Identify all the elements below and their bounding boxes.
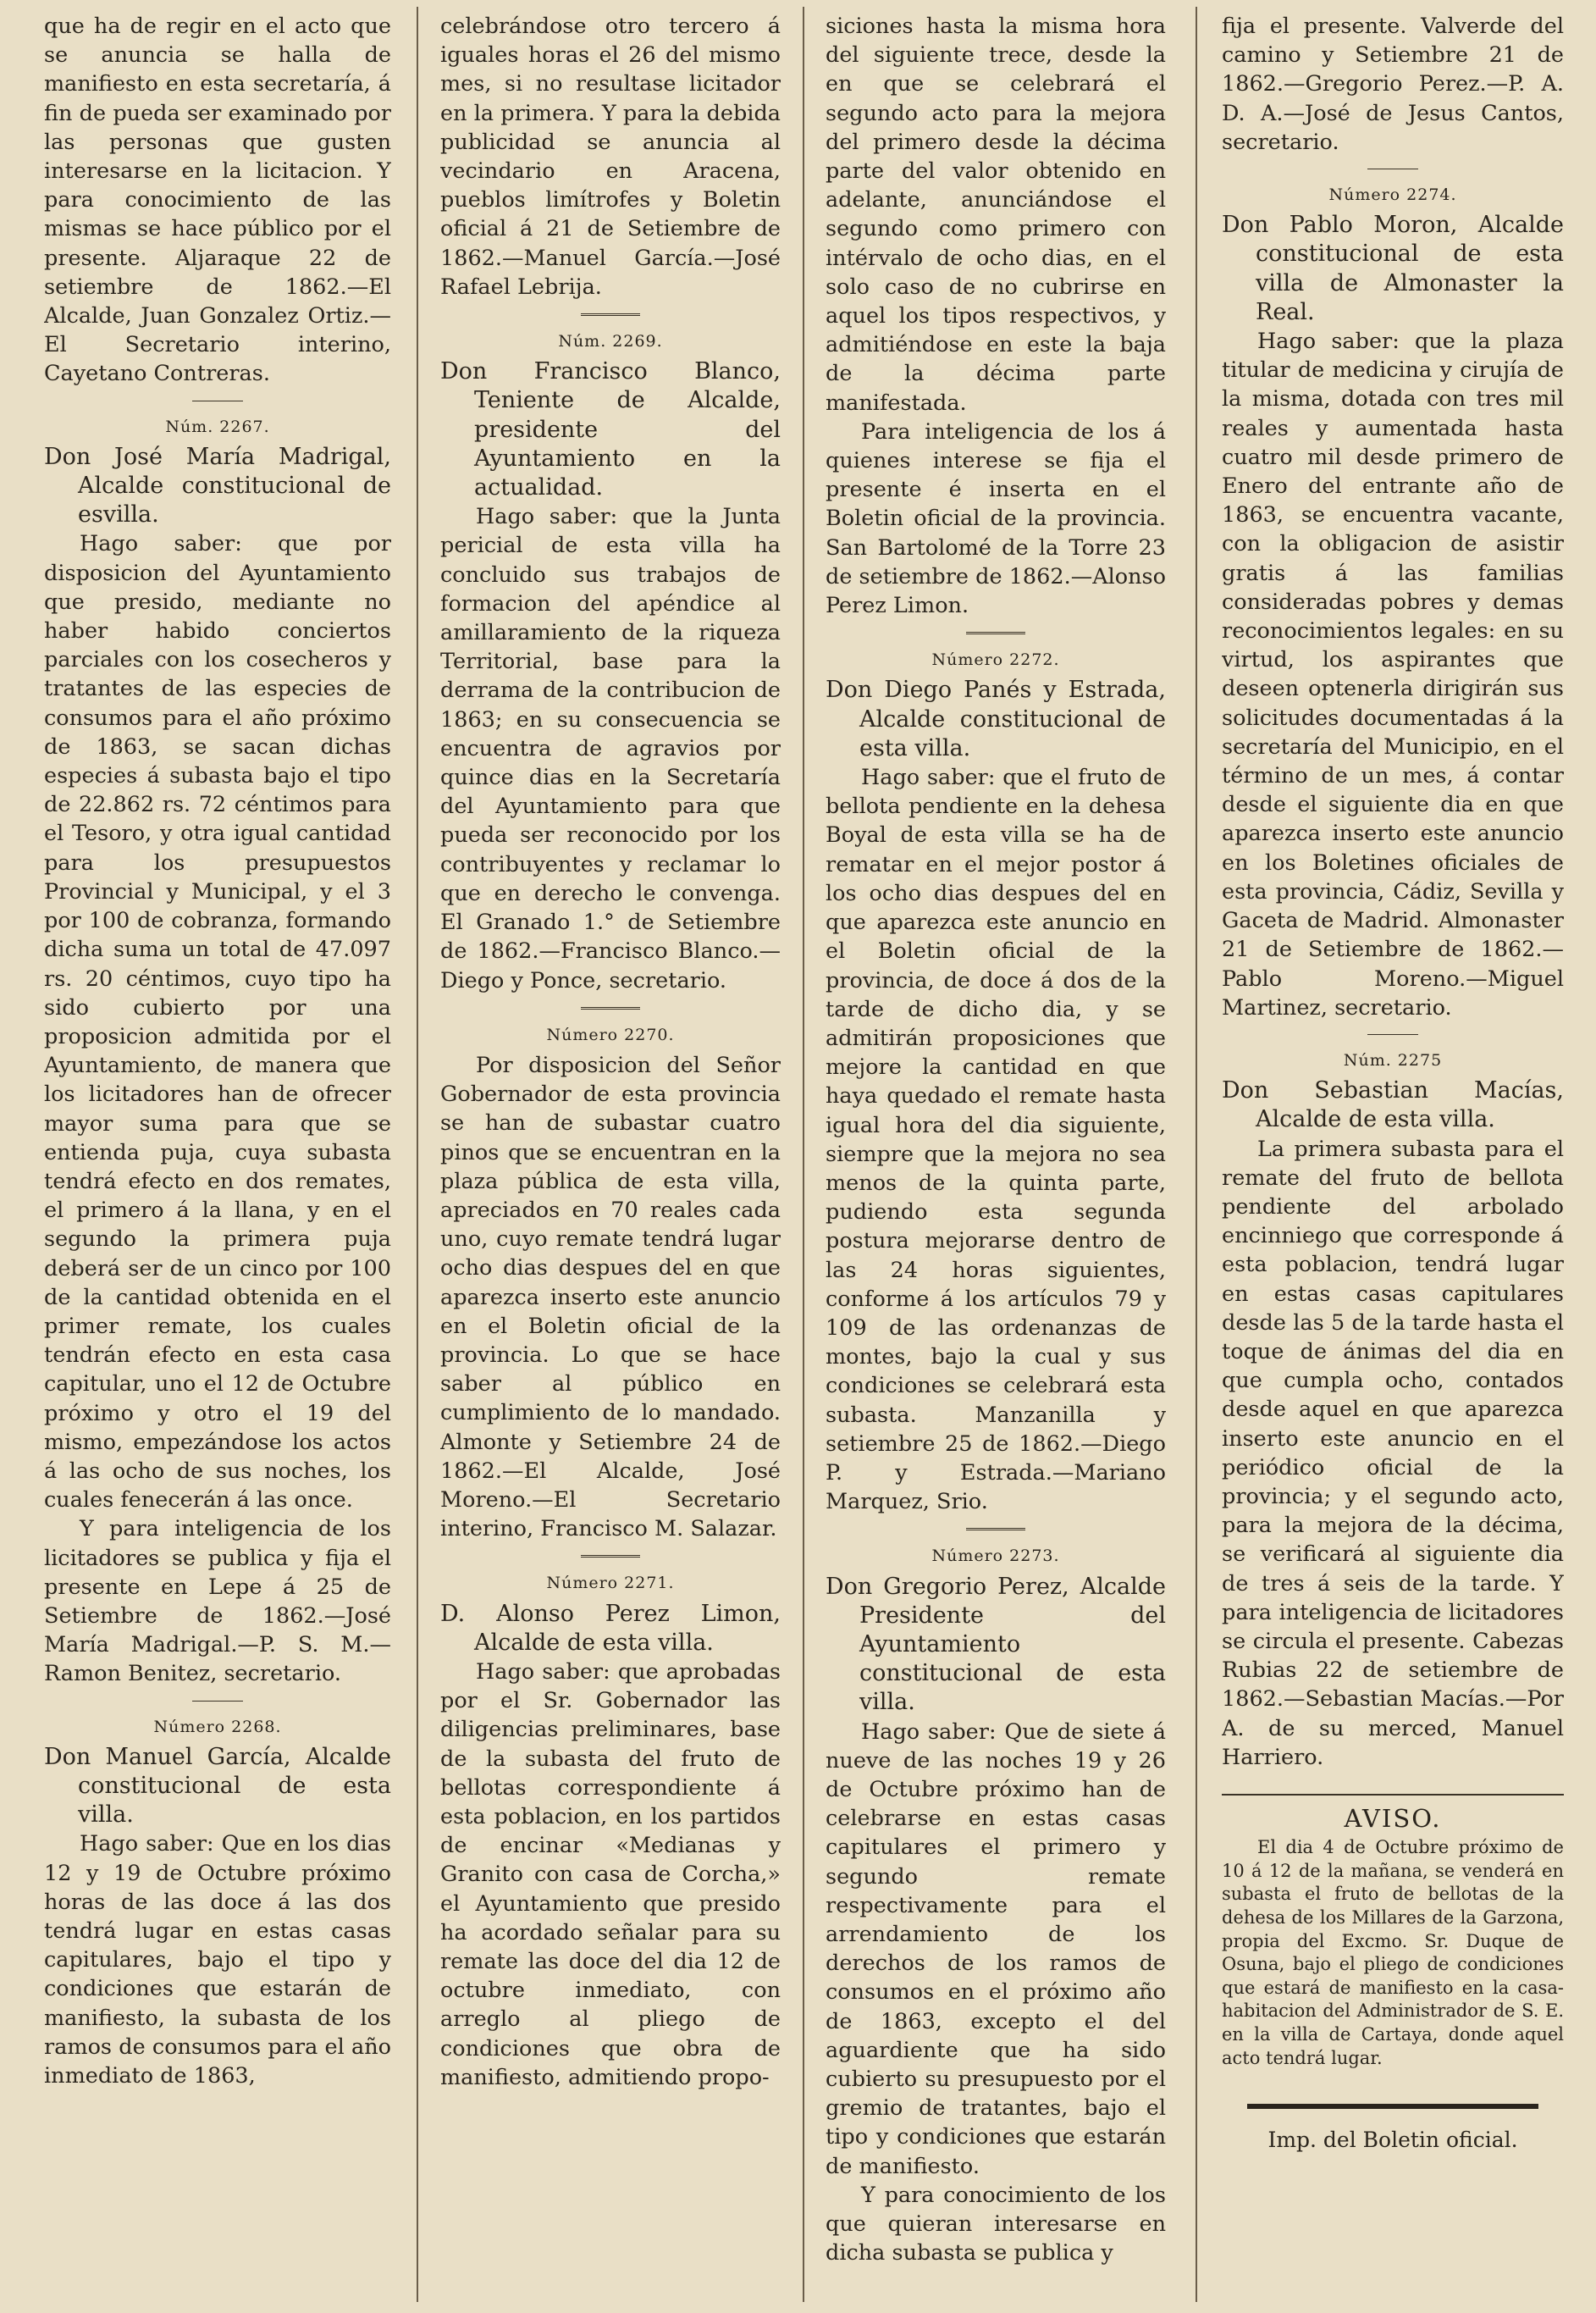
separator — [966, 632, 1025, 637]
paragraph: Hago saber: que la plaza titular de medicina y cirujía de la misma, dotada con tres mil reales y aumentada hasta cuatro mil desde primero de Enero del entrante año de 1863, se encuentra vacante, con la obligacion de asistir gratis á las familias consideradas pobres y demas reconocimientos legales: en su virtud, los aspirantes que deseen optenerla dirigirán sus solicitudes documentadas á la secretaría del Municipio, en el término de un mes, á contar desde el siguiente dia en que aparezca inserto este anuncio en los Boletines oficiales de esta provincia, Cádiz, Sevilla y Gaceta de Madrid. Almonaster 21 de Setiembre de 1862.—Pablo Moreno.—Miguel Martinez, secretario. — [1222, 329, 1564, 1021]
separator — [1247, 2104, 1538, 2109]
paragraph: La primera subasta para el remate del fruto de bellota pendiente del arbolado encinniego que corresponde á esta poblacion, tendrá lugar en estas casas capitulares desde las 5 de la tarde hasta el toque de ánimas del dia en que cumpla ocho, contados desde aquel en que aparezca inserto este anuncio en el periódico oficial de la provincia; y el segundo acto, para la mejora de la décima, se verificará al siguiente dia de tres á seis de la tarde. Y para inteligencia de licitadores se circula el presente. Cabezas Rubias 22 de setiembre de 1862.—Sebastian Macías.—Por A. de su merced, Manuel Harriero. — [1222, 1136, 1564, 1770]
notice-heading: Don Gregorio Perez, Alcalde Presidente del Ayuntamiento constitucional de esta villa. — [826, 1573, 1166, 1716]
notice-heading: Don Pablo Moron, Alcalde constitucional de esta villa de Almonaster la Real. — [1222, 212, 1564, 325]
paragraph: Hago saber: Que en los dias 12 y 19 de Octubre próximo horas de las doce á las dos tendrá lugar en estas casas capitulares, bajo el tipo y condiciones que estarán de manifiesto, la subasta de los ramos de consumos para el año inmediato de 1863, — [44, 1831, 391, 2089]
separator — [581, 1555, 640, 1560]
aviso-box — [1222, 1794, 1564, 2070]
paragraph: Y para inteligencia de los licitadores se publica y fija el presente en Lepe á 25 de Setiembre de 1862.—José María Madrigal.—P. S. M.—Ramon Benitez, secretario. — [44, 1516, 391, 1687]
separator — [1367, 169, 1418, 172]
column-2 — [440, 12, 781, 2299]
column-divider — [1196, 7, 1197, 2302]
paragraph: Hago saber: que la Junta pericial de esta villa ha concluido sus trabajos de formacion del apéndice al amillaramiento de la riqueza Territorial, base para la derrama de la contribucion de 1863; en su consecuencia se encuentra de agravios por quince dias en la Secretaría del Ayuntamiento para que pueda ser reconocido por los contribuyentes y reclamar lo que en derecho le convenga. El Granado 1.° de Setiembre de 1862.—Francisco Blanco.—Diego y Ponce, secretario. — [440, 504, 781, 993]
notice-heading: Don Manuel García, Alcalde constitucional de esta villa. — [44, 1743, 391, 1829]
column-divider — [417, 7, 418, 2302]
paragraph: fija el presente. Valverde del camino y Setiembre 21 de 1862.—Gregorio Perez.—P. A. D. A.—José de Jesus Cantos, secretario. — [1222, 14, 1564, 155]
notice-heading: Don Francisco Blanco, Teniente de Alcalde, presidente del Ayuntamiento en la actualidad. — [440, 358, 781, 501]
notice-number: Núm. 2275 — [1343, 1050, 1443, 1070]
notice-number: Núm. 2269. — [558, 332, 663, 351]
notice-heading: D. Alonso Perez Limon, Alcalde de esta villa. — [440, 1600, 781, 1656]
paragraph: Hago saber: Que de siete á nueve de las noches 19 y 26 de Octubre próximo han de celebrarse en estas casas capitulares el primero y segundo remate respectivamente para el arrendamiento de los derechos de los ramos de consumos en el próximo año de 1863, excepto el del aguardiente que ha sido cubierto su presupuesto por el gremio de tratantes, bajo el tipo y condiciones que estarán de manifiesto. — [826, 1718, 1166, 2179]
paragraph: siciones hasta la misma hora del siguiente trece, desde la en que se celebrará el segundo acto para la mejora del primero desde la décima parte del valor obtenido en adelante, anunciándose el segundo como primero con intérvalo de ocho dias, en el solo caso de no cubrirse en aquel los tipos respectivos, y admitiéndose en este la baja de la décima parte manifestada. — [826, 14, 1166, 416]
notice-number: Número 2274. — [1328, 185, 1457, 205]
column-1 — [44, 12, 391, 2299]
paragraph: Hago saber: que aprobadas por el Sr. Gobernador las diligencias preliminares, base de la subasta del fruto de bellotas correspondiente á esta poblacion, en los partidos de encinar «Medianas y Granito con casa de Corcha,» el Ayuntamiento que presido ha acordado señalar para su remate las doce del dia 12 de octubre inmediato, con arreglo al pliego de condiciones que obra de manifiesto, admitiendo propo- — [440, 1658, 781, 2090]
paragraph: Hago saber: que el fruto de bellota pendiente en la dehesa Boyal de esta villa se ha de rematar en el mejor postor á los ocho dias despues del en que aparezca este anuncio en el Boletin oficial de la provincia, de doce á dos de la tarde de dicho dia, y se admitirán proposiciones que mejore la cantidad en que haya quedado el remate hasta igual hora del dia siguiente, siempre que la mejora no sea menos de la quinta parte, pudiendo esta segunda postura mejorarse dentro de las 24 horas siguientes, conforme á los artículos 79 y 109 de las ordenanzas de montes, bajo la cual y sus condiciones se celebrará esta subasta. Manzanilla y setiembre 25 de 1862.—Diego P. y Estrada.—Mariano Marquez, Srio. — [826, 765, 1166, 1515]
notice-number: Número 2271. — [546, 1574, 675, 1593]
separator — [1367, 1034, 1418, 1038]
notice-heading: Don José María Madrigal, Alcalde constitucional de esvilla. — [44, 443, 391, 528]
paragraph: Para inteligencia de los á quienes interese se fija el presente é inserta en el Boletin oficial de la provincia. San Bartolomé de la Torre 23 de setiembre de 1862.—Alonso Perez Limon. — [826, 418, 1166, 619]
paragraph: Y para conocimiento de los que quieran interesarse en dicha subasta se publica y — [826, 2182, 1166, 2266]
notice-number: Número 2273. — [931, 1547, 1060, 1566]
separator — [581, 313, 640, 318]
notice-number: Número 2268. — [153, 1717, 282, 1736]
paragraph: Hago saber: que por disposicion del Ayuntamiento que presido, mediante no haber habido conciertos parciales con los cosecheros y tratantes de las especies de consumos para el año próximo de 1863, se sacan dichas especies á subasta bajo el tipo de 22.862 rs. 72 céntimos para el Tesoro, y otra igual cantidad para los presupuestos Provincial y Municipal, y el 3 por 100 de cobranza, formando dicha suma un total de 47.097 rs. 20 céntimos, cuyo tipo ha sido cubierto por una proposicion admitida por el Ayuntamiento, de manera que los licitadores han de ofrecer mayor suma para que se entienda puja, cuya subasta tendrá efecto en dos remates, el primero á la llana, y en el segundo la primera puja deberá ser de un cinco por 100 de la cantidad obtenida en el primer remate, los cuales tendrán efecto en esta casa capitular, uno el 12 de Octubre próximo y otro el 19 del mismo, empezándose los actos á las ocho de sus noches, los cuales fenecerán á las once. — [44, 531, 391, 1513]
separator — [192, 1701, 243, 1704]
notice-heading: Don Sebastian Macías, Alcalde de esta villa. — [1222, 1077, 1564, 1133]
aviso-title: AVISO. — [1344, 1803, 1442, 1833]
paragraph: Por disposicion del Señor Gobernador de esta provincia se han de subastar cuatro pinos que se encuentran en la plaza pública de esta villa, apreciados en 70 reales cada uno, cuyo remate tendrá lugar ocho dias despues del en que aparezca inserto este anuncio en el Boletin oficial de la provincia. Lo que se hace saber al público en cumplimiento de lo mandado. Almonte y Setiembre 24 de 1862.—El Alcalde, José Moreno.—El Secretario interino, Francisco M. Salazar. — [440, 1052, 781, 1542]
notice-number: Núm. 2267. — [165, 417, 270, 436]
separator — [1222, 1794, 1564, 1796]
column-divider — [803, 7, 804, 2302]
separator — [192, 401, 243, 404]
column-4 — [1222, 12, 1564, 2299]
notice-heading: Don Diego Panés y Estrada, Alcalde constitucional de esta villa. — [826, 677, 1166, 761]
paragraph: celebrándose otro tercero á iguales horas el 26 del mismo mes, si no resultase licitador en la primera. Y para la debida publicidad se anuncia al vecindario en Aracena, pueblos limítrofes y Boletin oficial á 21 de Setiembre de 1862.—Manuel García.—José Rafael Lebrija. — [440, 14, 781, 300]
separator — [581, 1007, 640, 1012]
imprint: Imp. del Boletin oficial. — [1267, 2128, 1518, 2153]
paragraph: que ha de regir en el acto que se anuncia se halla de manifiesto en esta secretaría, á fin de pueda ser examinado por las personas que gusten interesarse en la licitacion. Y para conocimiento de las mismas se hace público por el presente. Aljaraque 22 de setiembre de 1862.—El Alcalde, Juan Gonzalez Ortiz.—El Secretario interino, Cayetano Contreras. — [44, 14, 391, 387]
notice-number: Número 2272. — [931, 650, 1060, 670]
column-3 — [826, 12, 1166, 2299]
aviso-text: El dia 4 de Octubre próximo de 10 á 12 de la mañana, se venderá en subasta el fruto de bellotas de la dehesa de los Millares de la Garzona, propia del Excmo. Sr. Duque de Osuna, bajo el pliego de condiciones que estará de manifiesto en la casa-habitacion del Administrador de S. E. en la villa de Cartaya, donde aquel acto tendrá lugar. — [1222, 1837, 1564, 2068]
notice-number: Número 2270. — [546, 1025, 675, 1044]
separator — [966, 1528, 1025, 1533]
